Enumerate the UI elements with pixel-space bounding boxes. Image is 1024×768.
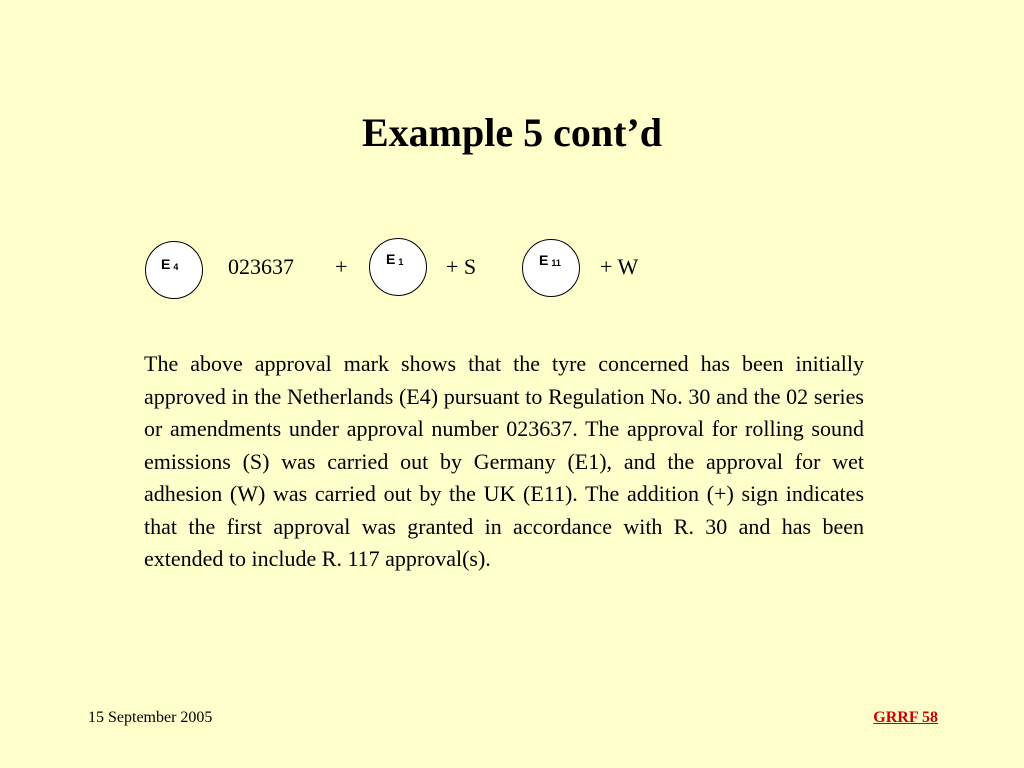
circle-label-e1	[386, 252, 403, 268]
sound-suffix: + S	[446, 254, 477, 279]
circle-letter: E	[539, 252, 549, 268]
wet-suffix: + W	[600, 254, 639, 279]
footer-date: 15 September 2005	[88, 709, 213, 726]
footer-reference: GRRF 58	[873, 709, 938, 726]
approval-number: 023637	[228, 254, 294, 279]
circle-letter: E	[161, 256, 171, 272]
circle-label-e4	[161, 257, 178, 273]
approval-circle-e4	[145, 241, 203, 299]
approval-circle-e11	[522, 239, 580, 297]
slide-title: Example 5 cont’d	[362, 110, 662, 155]
circle-letter: E	[386, 251, 396, 267]
circle-number: 4	[173, 262, 179, 272]
explanation-paragraph: The above approval mark shows that the tyre concerned has been initially approved in the Netherlands (E4) pursuant to Regulation No. 30 and the 02 series or amendments under approval number 023637. The approval for rolling sound emissions (S) was carried out by Germany (E1), and the approval for wet adhesion (W) was carried out by the UK (E11). The addition (+) sign indicates that the first approval was granted in accordance with R. 30 and has been extended to include R. 117 approval(s).	[144, 351, 864, 571]
circle-number: 11	[551, 258, 561, 268]
approval-mark	[0, 0, 1024, 320]
circle-label-e11	[539, 253, 561, 269]
plus-sign: +	[335, 254, 348, 279]
approval-circle-e1	[369, 238, 427, 296]
circle-number: 1	[398, 257, 404, 267]
